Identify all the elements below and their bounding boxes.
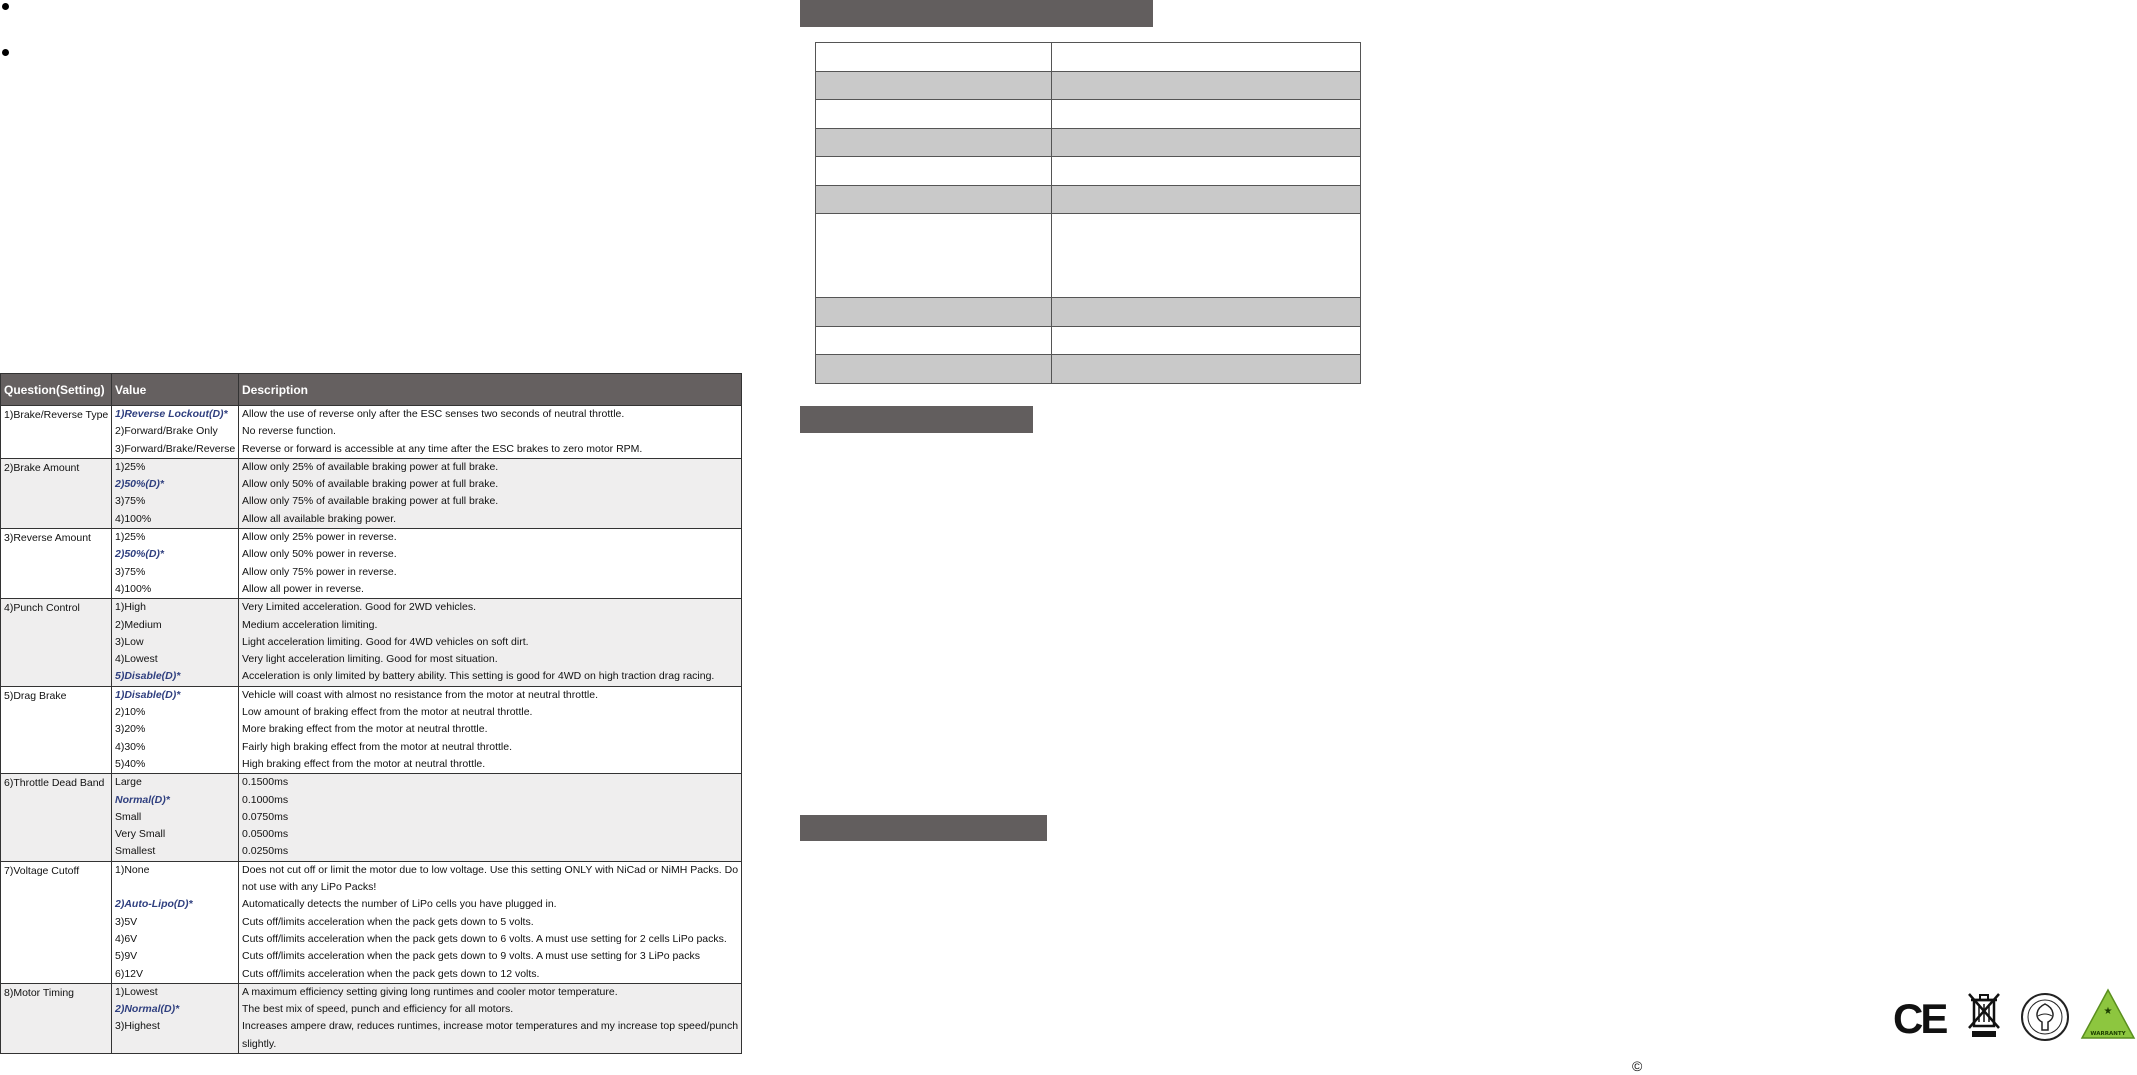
description-cell: Does not cut off or limit the motor due to low voltage. Use this setting ONLY with NiCad or NiMH Packs. Do not use with any LiPo Packs! [242, 863, 739, 894]
value-column [112, 406, 239, 458]
spec-row [816, 157, 1361, 186]
value-cell: 3)Low [115, 635, 144, 648]
description-cell: Light acceleration limiting. Good for 4WD vehicles on soft dirt. [242, 635, 529, 648]
spec-key-cell [816, 128, 1052, 157]
spec-row [816, 71, 1361, 100]
value-cell: 5)40% [115, 757, 146, 770]
description-cell: Allow all available braking power. [242, 512, 397, 525]
spec-key-cell [816, 185, 1052, 214]
description-cell: Very light acceleration limiting. Good for most situation. [242, 653, 498, 666]
description-cell: The best mix of speed, punch and efficiency for all motors. [242, 1003, 514, 1016]
default-value-cell: 1)Disable(D)* [115, 688, 181, 701]
spec-value-cell [1052, 214, 1361, 298]
description-cell: Cuts off/limits acceleration when the pack gets down to 9 volts. A must use setting for 3 LiPo packs [242, 950, 700, 963]
value-column [112, 599, 239, 685]
spec-value-cell [1052, 43, 1361, 72]
setting-question: 1)Brake/Reverse Type [1, 406, 112, 458]
value-cell: 1)25% [115, 460, 146, 473]
description-cell: 0.1500ms [242, 776, 289, 789]
setting-question: 7)Voltage Cutoff [1, 862, 112, 983]
setting-group [1, 405, 741, 458]
setting-question: 5)Drag Brake [1, 687, 112, 773]
spec-key-cell [816, 214, 1052, 298]
ce-mark-logo: CE [1893, 995, 1946, 1042]
setting-group [1, 528, 741, 598]
description-column [239, 774, 741, 860]
bullet-1 [2, 3, 9, 10]
spec-key-cell [816, 298, 1052, 327]
setting-group [1, 983, 741, 1053]
spec-value-cell [1052, 100, 1361, 129]
warranty-triangle-logo [2080, 988, 2136, 1040]
description-cell: Reverse or forward is accessible at any time after the ESC brakes to zero motor RPM. [242, 442, 643, 455]
value-cell: Very Small [115, 828, 166, 841]
value-cell: 3)Forward/Brake/Reverse [115, 442, 236, 455]
setting-group [1, 686, 741, 773]
spec-row [816, 214, 1361, 298]
value-column [112, 529, 239, 598]
value-cell: 3)75% [115, 565, 146, 578]
description-cell: 0.0250ms [242, 845, 289, 858]
spec-value-cell [1052, 326, 1361, 355]
value-cell: 1)High [115, 601, 146, 614]
bullet-2 [2, 49, 9, 56]
value-cell: Small [115, 810, 142, 823]
spec-key-cell [816, 157, 1052, 186]
value-cell: 6)12V [115, 967, 144, 980]
value-cell: 4)Lowest [115, 653, 158, 666]
spec-key-cell [816, 43, 1052, 72]
value-cell: 1)None [115, 863, 150, 876]
value-column [112, 774, 239, 860]
description-cell: Allow the use of reverse only after the ESC senses two seconds of neutral throttle. [242, 408, 625, 420]
setting-group [1, 861, 741, 983]
spec-key-cell [816, 100, 1052, 129]
warranty-label: WARRANTY [2090, 1031, 2126, 1037]
spec-row [816, 298, 1361, 327]
description-cell: Fairly high braking effect from the motor at neutral throttle. [242, 740, 513, 753]
value-cell: 3)20% [115, 723, 146, 736]
description-column [239, 862, 741, 983]
description-cell: 0.0750ms [242, 810, 289, 823]
description-cell: Allow only 25% of available braking power at full brake. [242, 460, 499, 473]
header-question: Question(Setting) [1, 374, 112, 405]
description-cell: Allow only 75% power in reverse. [242, 565, 397, 578]
settings-table [0, 373, 742, 1054]
spec-value-cell [1052, 298, 1361, 327]
value-column [112, 862, 239, 983]
description-cell: Vehicle will coast with almost no resistance from the motor at neutral throttle. [242, 688, 598, 701]
default-value-cell: 2)Normal(D)* [115, 1003, 180, 1016]
description-cell: Increases ampere draw, reduces runtimes, increase motor temperatures and my increase top speed/punch slightly. [242, 1020, 739, 1050]
value-cell: 4)100% [115, 512, 152, 525]
default-value-cell: 2)Auto-Lipo(D)* [115, 898, 193, 911]
description-cell: More braking effect from the motor at neutral throttle. [242, 723, 488, 736]
description-cell: Cuts off/limits acceleration when the pack gets down to 12 volts. [242, 967, 540, 980]
copyright-symbol: © [1632, 1058, 1643, 1074]
spec-row [816, 355, 1361, 384]
description-cell: Cuts off/limits acceleration when the pack gets down to 5 volts. [242, 915, 534, 928]
setting-question: 6)Throttle Dead Band [1, 774, 112, 860]
value-cell: 3)Highest [115, 1020, 160, 1033]
section-bar-2 [800, 406, 1033, 433]
spec-row [816, 100, 1361, 129]
description-cell: Allow only 50% of available braking power at full brake. [242, 478, 499, 491]
description-cell: Automatically detects the number of LiPo cells you have plugged in. [242, 898, 557, 911]
value-cell: 2)10% [115, 706, 146, 719]
weee-bin-icon [1966, 990, 2002, 1038]
settings-table-header [1, 374, 741, 405]
value-column [112, 687, 239, 773]
setting-question: 8)Motor Timing [1, 984, 112, 1053]
default-value-cell: 2)50%(D)* [115, 548, 165, 561]
value-cell: Large [115, 776, 142, 789]
description-cell: High braking effect from the motor at neutral throttle. [242, 757, 486, 770]
setting-question: 2)Brake Amount [1, 459, 112, 528]
setting-question: 4)Punch Control [1, 599, 112, 685]
value-cell: 4)6V [115, 932, 138, 945]
spec-value-cell [1052, 71, 1361, 100]
description-cell: Medium acceleration limiting. [242, 618, 378, 631]
description-cell: 0.1000ms [242, 793, 289, 806]
description-cell: Low amount of braking effect from the motor at neutral throttle. [242, 706, 533, 719]
description-cell: Acceleration is only limited by battery ability. This setting is good for 4WD on high traction drag racing. [242, 670, 715, 683]
description-cell: A maximum efficiency setting giving long runtimes and cooler motor temperature. [242, 985, 618, 998]
tree-seal-logo [2020, 992, 2070, 1042]
section-bar-3 [800, 815, 1047, 841]
description-column [239, 599, 741, 685]
default-value-cell: 2)50%(D)* [115, 478, 165, 491]
description-column [239, 984, 741, 1053]
setting-group [1, 773, 741, 860]
section-bar-specifications [800, 0, 1153, 27]
spec-row [816, 43, 1361, 72]
description-cell: Cuts off/limits acceleration when the pack gets down to 6 volts. A must use setting for 2 cells LiPo packs. [242, 932, 727, 945]
value-cell: 3)5V [115, 915, 138, 928]
setting-group [1, 598, 741, 685]
default-value-cell: Normal(D)* [115, 793, 170, 806]
description-cell: Very Limited acceleration. Good for 2WD vehicles. [242, 601, 477, 614]
value-cell: 3)75% [115, 495, 146, 508]
spec-key-cell [816, 355, 1052, 384]
description-column [239, 459, 741, 528]
spec-value-cell [1052, 128, 1361, 157]
description-cell: No reverse function. [242, 425, 336, 438]
description-column [239, 529, 741, 598]
value-column [112, 984, 239, 1053]
value-cell: 2)Medium [115, 618, 162, 631]
default-value-cell: 1)Reverse Lockout(D)* [115, 408, 228, 420]
spec-value-cell [1052, 185, 1361, 214]
spec-value-cell [1052, 355, 1361, 384]
spec-row [816, 185, 1361, 214]
header-description: Description [242, 382, 309, 397]
spec-value-cell [1052, 157, 1361, 186]
setting-group [1, 458, 741, 528]
description-cell: Allow only 75% of available braking power at full brake. [242, 495, 499, 508]
value-cell: 4)30% [115, 740, 146, 753]
header-value: Value [112, 374, 239, 405]
description-cell: 0.0500ms [242, 828, 289, 841]
value-cell: 1)25% [115, 531, 146, 544]
setting-question: 3)Reverse Amount [1, 529, 112, 598]
description-column [239, 687, 741, 773]
description-column [239, 406, 741, 458]
value-cell: 2)Forward/Brake Only [115, 425, 218, 438]
value-cell: 5)9V [115, 950, 138, 963]
svg-text:★: ★ [2103, 1006, 2113, 1017]
spec-table [815, 42, 1361, 384]
spec-row [816, 128, 1361, 157]
spec-row [816, 326, 1361, 355]
spec-key-cell [816, 71, 1052, 100]
description-cell: Allow all power in reverse. [242, 582, 364, 595]
value-cell: 4)100% [115, 582, 152, 595]
description-cell: Allow only 50% power in reverse. [242, 548, 397, 561]
spec-key-cell [816, 326, 1052, 355]
value-column [112, 459, 239, 528]
value-cell: Smallest [115, 845, 156, 858]
value-cell: 1)Lowest [115, 985, 158, 998]
description-cell: Allow only 25% power in reverse. [242, 531, 397, 544]
default-value-cell: 5)Disable(D)* [115, 670, 181, 683]
